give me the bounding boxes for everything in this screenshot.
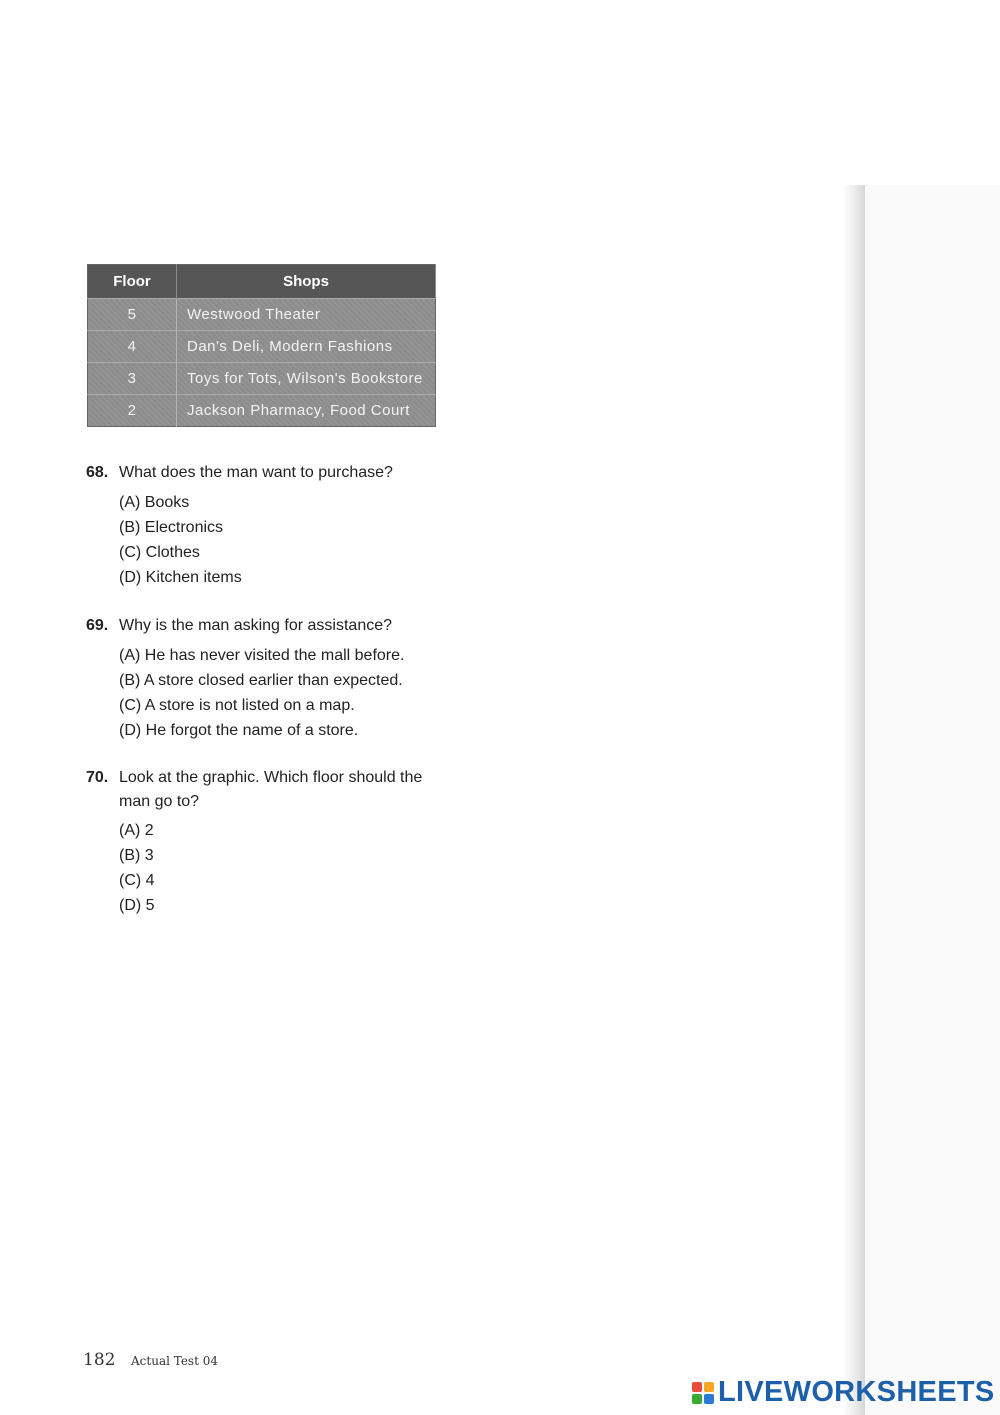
floor-cell: 3	[88, 363, 177, 395]
shops-cell: Westwood Theater	[177, 299, 436, 331]
shops-header: Shops	[177, 265, 436, 299]
option-70-b: (B) 3	[119, 847, 154, 864]
shops-cell: Dan's Deli, Modern Fashions	[177, 331, 436, 363]
floor-cell: 5	[88, 299, 177, 331]
option-69-d: (D) He forgot the name of a store.	[119, 722, 359, 739]
option-69-b: (B) A store closed earlier than expected.	[119, 672, 403, 689]
running-footer: Actual Test 04	[131, 1354, 218, 1368]
question-number: 69.	[86, 617, 109, 634]
floor-cell: 4	[88, 331, 177, 363]
question-70	[86, 766, 434, 814]
option-70-c: (C) 4	[119, 872, 155, 889]
floor-directory-table	[87, 264, 436, 427]
question-text: Why is the man asking for assistance?	[119, 617, 393, 634]
question-69	[86, 614, 439, 638]
shops-cell: Jackson Pharmacy, Food Court	[177, 395, 436, 427]
question-text: Look at the graphic. Which floor should the man go to?	[119, 769, 423, 810]
option-68-c: (C) Clothes	[119, 544, 200, 561]
table-row	[88, 363, 436, 395]
question-text: What does the man want to purchase?	[119, 464, 393, 481]
table-row	[88, 395, 436, 427]
floor-cell: 2	[88, 395, 177, 427]
option-68-d: (D) Kitchen items	[119, 569, 242, 586]
question-number: 68.	[86, 464, 109, 481]
table-row	[88, 331, 436, 363]
option-70-a: (A) 2	[119, 822, 154, 839]
page-fold-shadow	[843, 185, 865, 1415]
shops-cell: Toys for Tots, Wilson's Bookstore	[177, 363, 436, 395]
option-69-c: (C) A store is not listed on a map.	[119, 697, 355, 714]
page-number: 182	[83, 1350, 116, 1370]
table-header-row	[88, 265, 436, 299]
question-number: 70.	[86, 769, 109, 786]
floor-header: Floor	[88, 265, 177, 299]
question-68	[86, 461, 439, 485]
liveworksheets-logo	[692, 1376, 995, 1409]
option-68-a: (A) Books	[119, 494, 190, 511]
liveworksheets-wordmark: LIVEWORKSHEETS	[718, 1376, 995, 1408]
page-margin	[865, 185, 1000, 1415]
option-69-a: (A) He has never visited the mall before.	[119, 647, 405, 664]
option-68-b: (B) Electronics	[119, 519, 224, 536]
table-row	[88, 299, 436, 331]
option-70-d: (D) 5	[119, 897, 155, 914]
liveworksheets-icon	[692, 1382, 714, 1404]
